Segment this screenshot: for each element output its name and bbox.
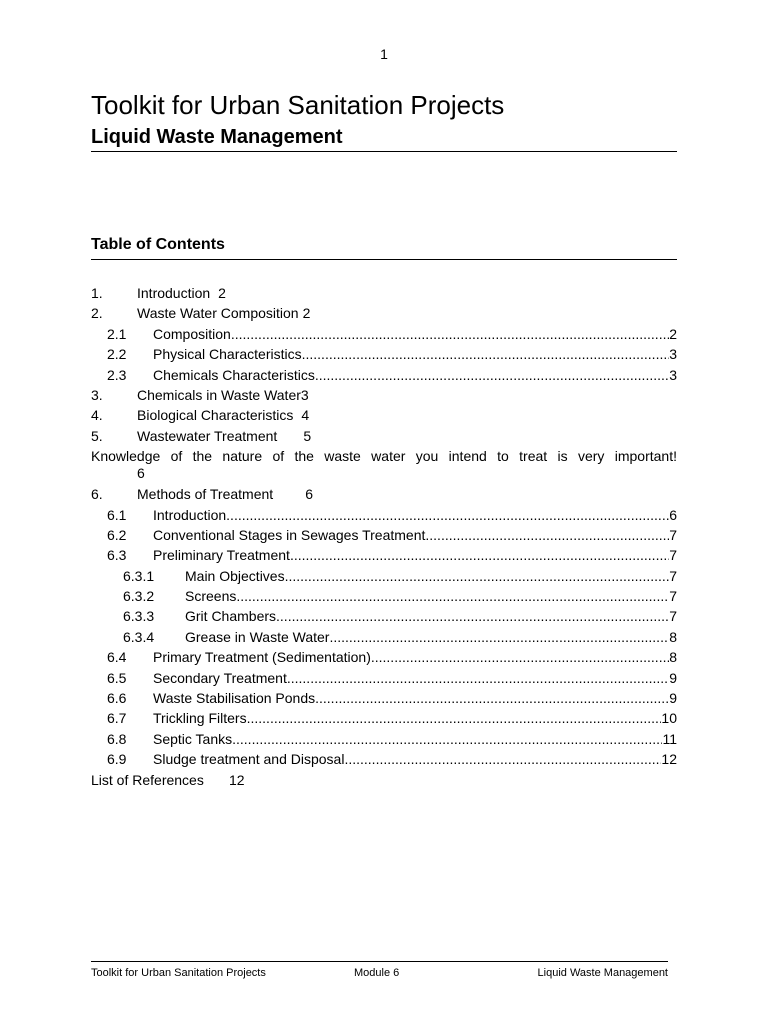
toc-entry-title: Secondary Treatment xyxy=(153,669,287,686)
toc-entry-title: Primary Treatment (Sedimentation) xyxy=(153,649,371,666)
toc-entry-number: 6.7 xyxy=(107,710,127,727)
toc-leader-dots xyxy=(231,324,669,344)
toc-entry-number: 6.4 xyxy=(107,649,127,666)
toc-entry-number: 6.9 xyxy=(107,751,127,768)
toc-entry-title: Trickling Filters xyxy=(153,710,247,727)
toc-entry-septic-tanks[interactable] xyxy=(91,729,677,749)
toc-entry-number: 2.2 xyxy=(107,346,127,363)
toc-leader-dots xyxy=(315,365,669,385)
toc-entry-title: Waste Water Composition xyxy=(137,305,299,322)
toc-entry-secondary-treatment[interactable] xyxy=(91,668,677,688)
toc-divider xyxy=(91,259,677,260)
toc-entry-title: Grit Chambers xyxy=(185,608,277,625)
toc-entry-title: Conventional Stages in Sewages Treatment xyxy=(153,526,426,543)
toc-entry-page: 3 xyxy=(669,346,677,363)
toc-entry-page: 12 xyxy=(229,771,245,788)
title-divider xyxy=(91,151,677,152)
toc-entry-wastewater-treatment[interactable] xyxy=(91,426,677,446)
toc-entry-introduction-6-1[interactable] xyxy=(91,505,677,525)
footer-left-text: Toolkit for Urban Sanitation Projects xyxy=(91,967,266,979)
toc-entry-title: Chemicals Characteristics xyxy=(153,366,315,383)
toc-entry-number: 6.8 xyxy=(107,730,127,747)
toc-entry-methods-of-treatment[interactable] xyxy=(91,484,677,504)
toc-entry-number: 5. xyxy=(91,427,103,444)
toc-entry-page: 7 xyxy=(669,588,677,605)
toc-entry-title: List of References xyxy=(91,771,204,788)
toc-entry-list-of-references[interactable] xyxy=(91,770,677,790)
toc-entry-page: 12 xyxy=(661,751,677,768)
toc-entry-screens[interactable] xyxy=(91,586,677,606)
table-of-contents xyxy=(91,283,677,790)
toc-entry-waste-stabilisation-ponds[interactable] xyxy=(91,688,677,708)
toc-entry-page: 5 xyxy=(303,427,312,444)
toc-entry-page: 6 xyxy=(669,506,677,523)
toc-entry-title: Introduction xyxy=(137,285,211,301)
toc-leader-dots xyxy=(247,708,662,728)
toc-entry-number: 3. xyxy=(91,386,103,403)
toc-entry-number: 4. xyxy=(91,407,103,424)
toc-entry-title: Chemicals in Waste Water xyxy=(137,386,301,403)
toc-entry-page: 2 xyxy=(302,305,311,322)
toc-entry-title: Introduction xyxy=(153,506,227,523)
toc-entry-page: 9 xyxy=(669,669,677,686)
toc-leader-dots xyxy=(276,606,669,626)
toc-entry-grease-in-waste-water[interactable] xyxy=(91,627,677,647)
toc-entry-title: Sludge treatment and Disposal xyxy=(153,751,345,768)
toc-entry-number: 1. xyxy=(91,285,103,301)
toc-leader-dots xyxy=(371,647,669,667)
toc-entry-title: Grease in Waste Water xyxy=(185,628,330,645)
toc-leader-dots xyxy=(329,627,669,647)
toc-leader-dots xyxy=(226,505,669,525)
toc-heading: Table of Contents xyxy=(91,236,225,253)
toc-entry-page: 2 xyxy=(669,325,677,342)
toc-leader-dots xyxy=(315,688,669,708)
toc-entry-number: 6. xyxy=(91,486,103,503)
toc-entry-page: 7 xyxy=(669,567,677,584)
toc-entry-chemicals-characteristics[interactable] xyxy=(91,365,677,385)
toc-entry-title: Preliminary Treatment xyxy=(153,547,290,564)
toc-entry-number: 6.2 xyxy=(107,526,127,543)
toc-entry-main-objectives[interactable] xyxy=(91,566,677,586)
toc-entry-number: 6.3 xyxy=(107,547,127,564)
toc-entry-introduction[interactable] xyxy=(91,283,677,303)
toc-entry-primary-treatment[interactable] xyxy=(91,647,677,667)
toc-leader-dots xyxy=(287,668,669,688)
toc-entry-number: 6.1 xyxy=(107,506,127,523)
toc-entry-page: 11 xyxy=(662,730,677,747)
toc-entry-title: Waste Stabilisation Ponds xyxy=(153,690,316,707)
toc-entry-number: 6.3.1 xyxy=(123,567,155,584)
toc-entry-biological-characteristics[interactable] xyxy=(91,405,677,425)
page-number: 1 xyxy=(380,46,388,62)
toc-entry-number: 6.5 xyxy=(107,669,127,686)
toc-entry-page: 3 xyxy=(300,386,309,403)
toc-entry-number: 6.3.2 xyxy=(123,588,155,605)
toc-entry-number: 2.1 xyxy=(107,325,127,342)
toc-entry-title: Wastewater Treatment xyxy=(137,427,278,444)
toc-entry-page: 4 xyxy=(301,407,310,424)
toc-entry-page: 6 xyxy=(305,486,313,503)
toc-leader-dots xyxy=(425,525,669,545)
toc-entry-number: 6.6 xyxy=(107,690,127,707)
toc-entry-title: Physical Characteristics xyxy=(153,346,302,363)
toc-entry-chemicals-in-waste-water[interactable] xyxy=(91,385,677,405)
toc-leader-dots xyxy=(232,729,662,749)
toc-entry-number: 6.3.4 xyxy=(123,628,155,645)
toc-entry-page: 9 xyxy=(669,690,677,707)
toc-entry-number: 2.3 xyxy=(107,366,127,383)
toc-entry-page: 10 xyxy=(661,710,677,727)
toc-leader-dots xyxy=(285,566,670,586)
toc-leader-dots xyxy=(290,545,669,565)
toc-entry-page: 6 xyxy=(137,465,145,482)
toc-entry-physical-characteristics[interactable] xyxy=(91,344,677,364)
toc-entry-title: Composition xyxy=(153,325,231,342)
toc-entry-number: 6.3.3 xyxy=(123,608,155,625)
document-title: Toolkit for Urban Sanitation Projects xyxy=(91,90,505,120)
toc-entry-title: Methods of Treatment xyxy=(137,486,274,503)
toc-entry-conventional-stages[interactable] xyxy=(91,525,677,545)
toc-leader-dots xyxy=(302,344,670,364)
toc-entry-waste-water-composition[interactable] xyxy=(91,303,677,323)
toc-entry-page: 7 xyxy=(669,608,677,625)
toc-entry-page: 8 xyxy=(669,628,677,645)
toc-entry-page: 8 xyxy=(669,649,677,666)
toc-entry-title: Screens xyxy=(185,588,237,605)
toc-entry-grit-chambers[interactable] xyxy=(91,606,677,626)
document-subtitle: Liquid Waste Management xyxy=(91,126,343,148)
toc-entry-preliminary-treatment[interactable] xyxy=(91,545,677,565)
footer-module-text: Module 6 xyxy=(354,967,400,979)
toc-entry-number: 2. xyxy=(91,305,103,322)
toc-entry-page: 7 xyxy=(669,526,677,543)
footer-divider xyxy=(91,961,668,962)
footer-right-text: Liquid Waste Management xyxy=(537,967,668,979)
toc-entry-knowledge[interactable]: Knowledge of the nature of the waste water you intend to treat is very important! xyxy=(91,448,677,465)
toc-entry-trickling-filters[interactable] xyxy=(91,708,677,728)
toc-entry-page: 7 xyxy=(669,547,677,564)
toc-leader-dots xyxy=(344,749,661,769)
toc-entry-sludge-treatment[interactable] xyxy=(91,749,677,769)
toc-entry-title: Main Objectives xyxy=(185,567,285,584)
page-footer xyxy=(91,967,668,981)
toc-entry-page: 3 xyxy=(669,366,677,383)
toc-leader-dots xyxy=(236,586,669,606)
toc-entry-composition[interactable] xyxy=(91,324,677,344)
toc-entry-title: Septic Tanks xyxy=(153,730,233,747)
toc-entry-title: Biological Characteristics xyxy=(137,407,294,424)
toc-entry-page: 2 xyxy=(218,285,226,301)
